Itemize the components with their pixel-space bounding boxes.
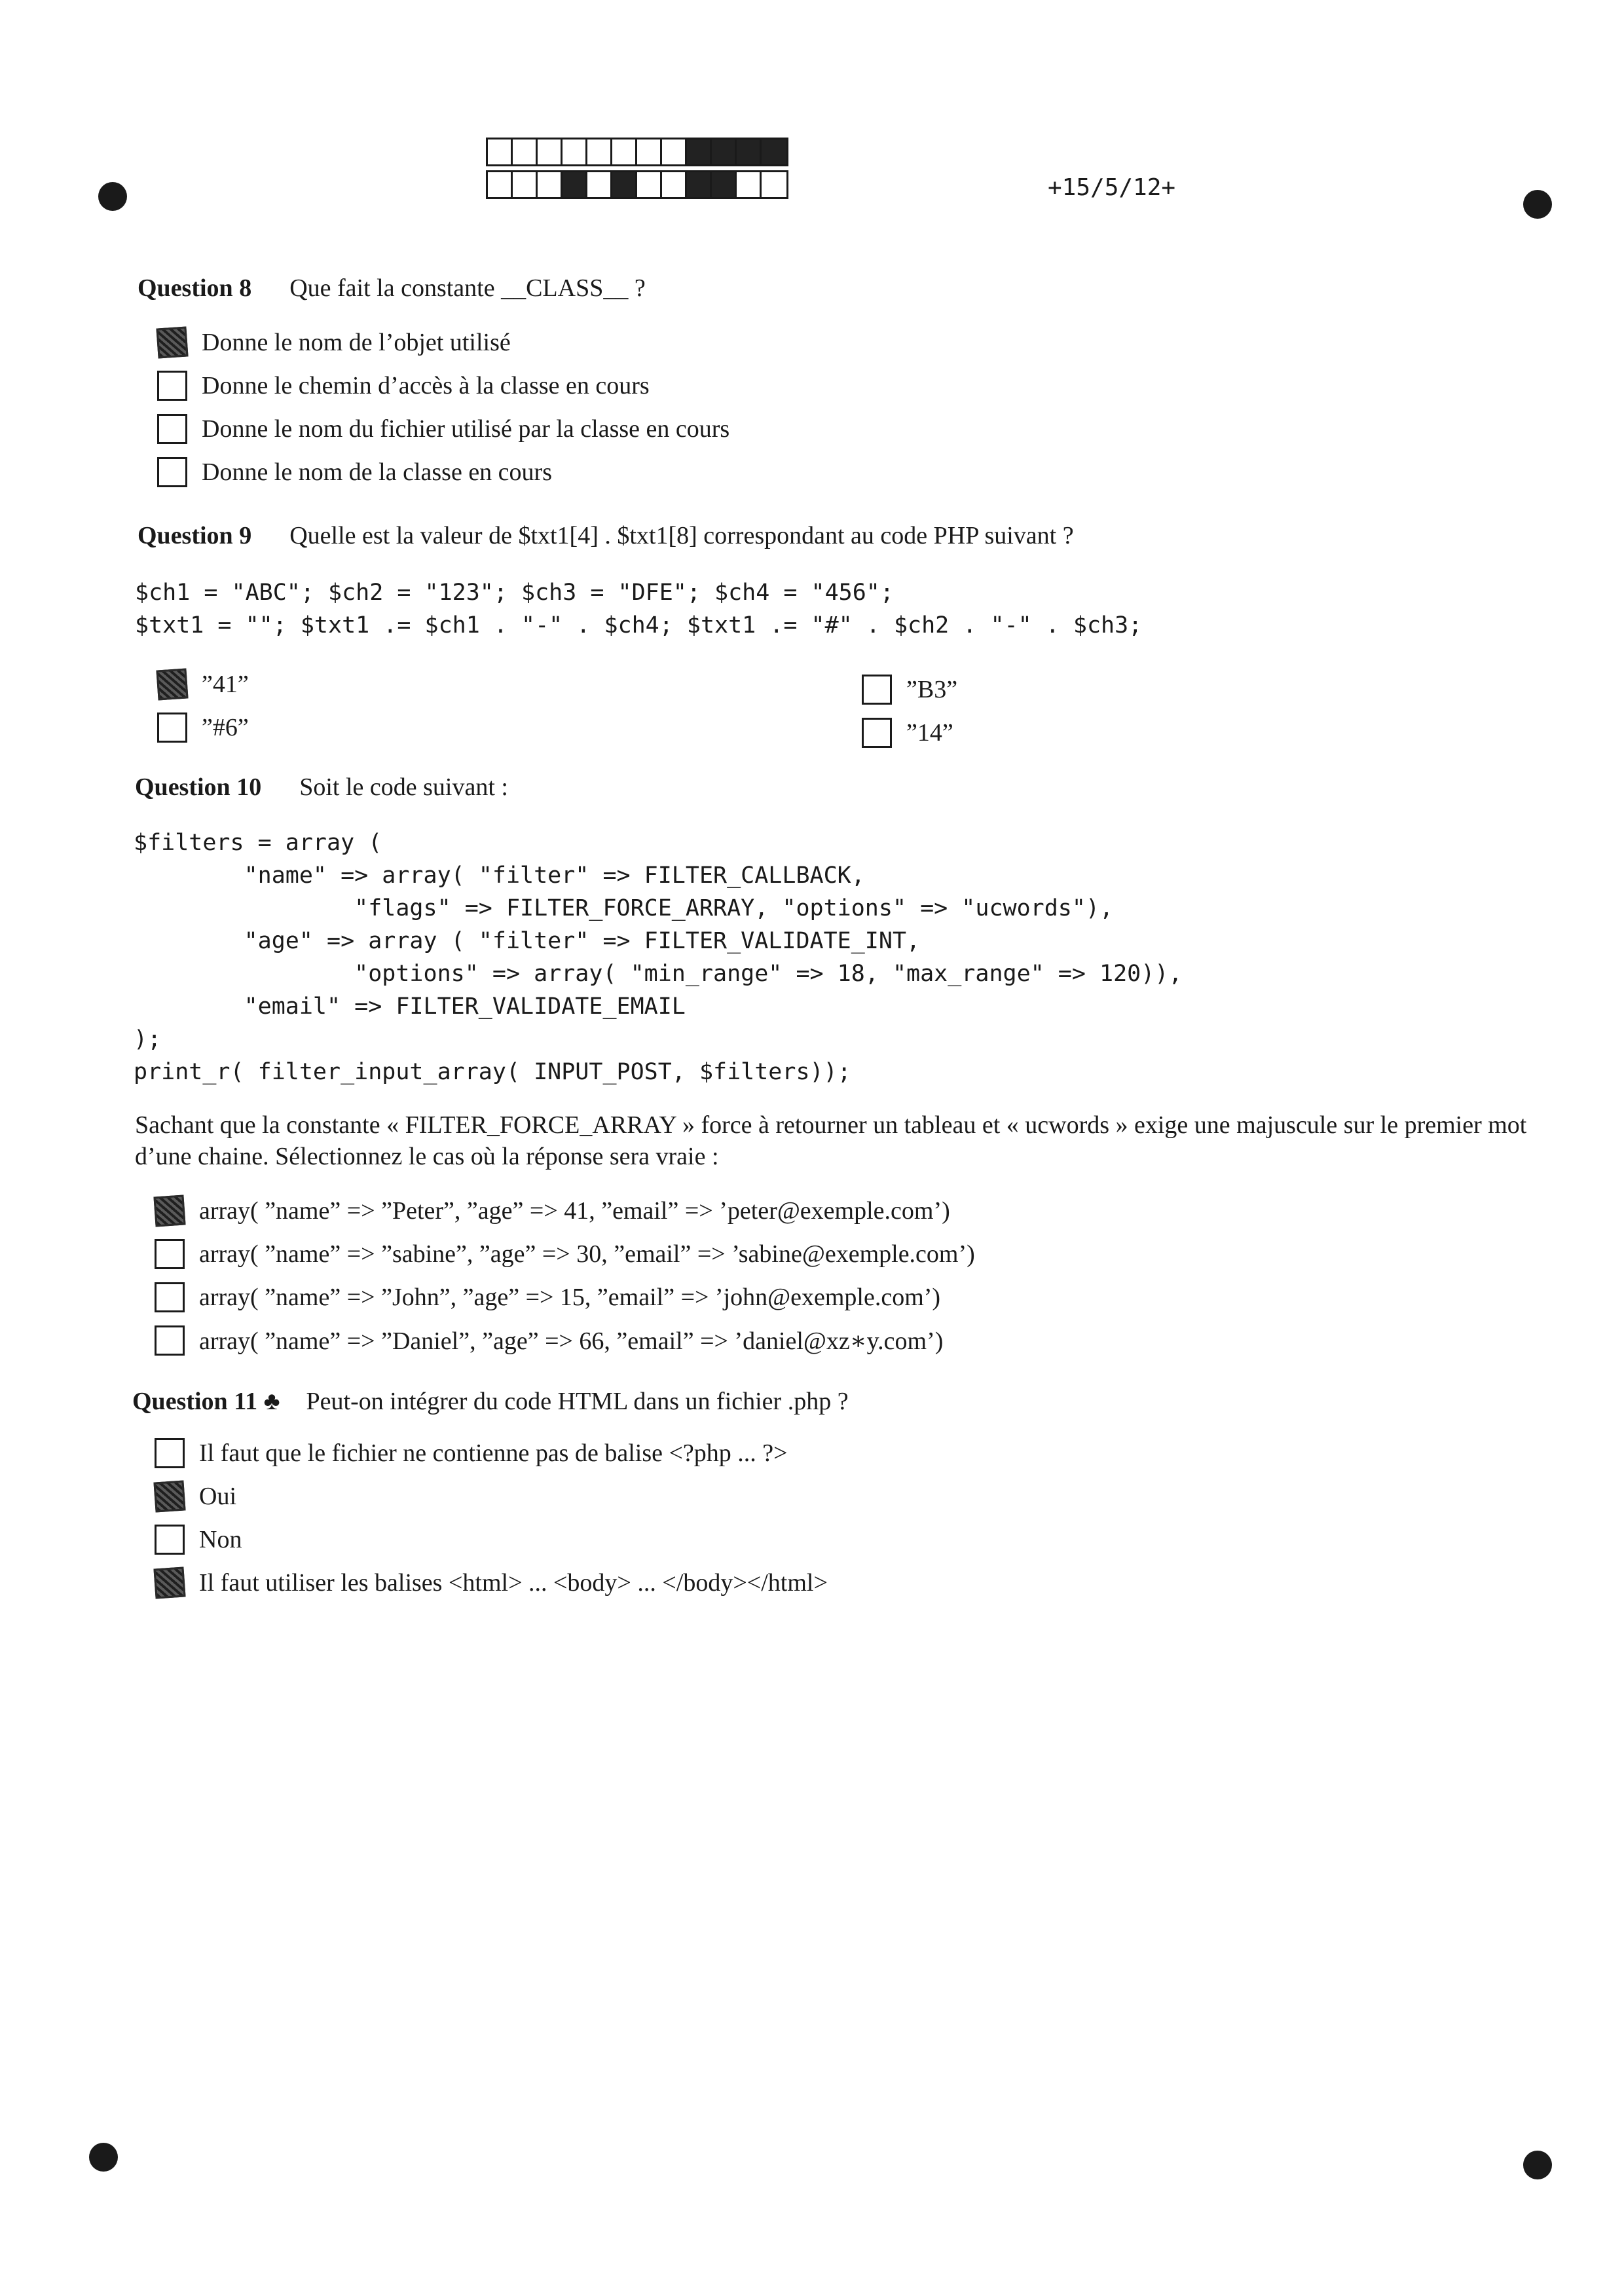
answer-text: ”B3” — [906, 676, 958, 703]
question-label: Question 11 — [132, 1388, 258, 1415]
checkbox[interactable] — [157, 414, 187, 444]
q10-answer-1[interactable] — [155, 1196, 950, 1226]
question-label: Question 10 — [135, 773, 262, 801]
answer-text: Donne le nom du fichier utilisé par la classe en cours — [202, 415, 730, 443]
barcode-cell — [762, 139, 786, 164]
barcode-cell — [762, 172, 786, 197]
checkbox[interactable] — [862, 675, 892, 705]
answer-text: Non — [199, 1526, 242, 1553]
answer-text: array( ”name” => ”John”, ”age” => 15, ”email” => ’john@exemple.com’) — [199, 1284, 941, 1311]
q11-answer-4[interactable] — [155, 1568, 828, 1598]
q10-answer-3[interactable] — [155, 1282, 940, 1312]
checkbox[interactable] — [155, 1325, 185, 1356]
checkbox[interactable] — [156, 668, 188, 700]
q9-answer-2[interactable] — [157, 713, 249, 743]
question-text: Quelle est la valeur de $txt1[4] . $txt1[8] correspondant au code PHP suivant ? — [289, 522, 1074, 549]
question-text: Soit le code suivant : — [299, 773, 508, 801]
answer-text: Donne le chemin d’accès à la classe en cours — [202, 372, 650, 399]
barcode-cell — [712, 139, 737, 164]
barcode-cell — [612, 139, 637, 164]
sheet-identifier: +15/5/12+ — [1048, 174, 1176, 201]
answer-text: array( ”name” => ”Peter”, ”age” => 41, ”email” => ’peter@exemple.com’) — [199, 1197, 950, 1225]
question-9-code: $ch1 = "ABC"; $ch2 = "123"; $ch3 = "DFE"; $ch4 = "456"; $txt1 = ""; $txt1 .= $ch1 . "-" . $ch4; $txt1 .= "#" . $ch2 . "-" . $ch3; — [135, 580, 1143, 639]
q8-answer-4[interactable] — [157, 457, 552, 487]
checkbox[interactable] — [157, 713, 187, 743]
q8-answer-3[interactable] — [157, 414, 729, 444]
q10-answer-2[interactable] — [155, 1239, 975, 1269]
question-8-title — [138, 274, 646, 303]
barcode-cell — [538, 139, 563, 164]
barcode-cell — [662, 172, 687, 197]
q11-answer-2[interactable] — [155, 1481, 236, 1511]
barcode-cell — [513, 172, 538, 197]
checkbox[interactable] — [157, 457, 187, 487]
question-label: Question 8 — [138, 274, 252, 302]
checkbox[interactable] — [155, 1438, 185, 1468]
registration-mark-top-right — [1523, 190, 1552, 219]
checkbox[interactable] — [156, 326, 188, 358]
q8-answer-2[interactable] — [157, 371, 650, 401]
answer-text: ”14” — [906, 719, 953, 747]
checkbox[interactable] — [153, 1194, 185, 1227]
barcode-cell — [488, 172, 513, 197]
barcode-cell — [712, 172, 737, 197]
q10-answer-4[interactable] — [155, 1325, 943, 1356]
barcode-cell — [488, 139, 513, 164]
answer-text: ”#6” — [202, 714, 249, 741]
question-11-title — [132, 1387, 849, 1416]
question-9-title — [138, 521, 1074, 550]
answer-text: ”41” — [202, 671, 249, 698]
barcode-cell — [563, 172, 587, 197]
q9-answer-4[interactable] — [862, 718, 953, 748]
barcode-cell — [587, 139, 612, 164]
answer-text: Oui — [199, 1483, 236, 1510]
question-10-title — [135, 773, 508, 802]
checkbox[interactable] — [157, 371, 187, 401]
answer-text: Il faut que le fichier ne contienne pas de balise <?php ... ?> — [199, 1439, 788, 1467]
answer-text: array( ”name” => ”Daniel”, ”age” => 66, ”email” => ’daniel@xz∗y.com’) — [199, 1327, 944, 1355]
barcode-cell — [687, 172, 712, 197]
barcode-cell — [737, 172, 762, 197]
answer-text: array( ”name” => ”sabine”, ”age” => 30, ”email” => ’sabine@exemple.com’) — [199, 1240, 975, 1268]
checkbox[interactable] — [155, 1239, 185, 1269]
barcode-cell — [538, 172, 563, 197]
question-text: Que fait la constante __CLASS__ ? — [289, 274, 646, 302]
barcode-cell — [637, 172, 662, 197]
checkbox[interactable] — [862, 718, 892, 748]
question-text: Peut-on intégrer du code HTML dans un fichier .php ? — [306, 1388, 849, 1415]
registration-mark-top-left — [98, 182, 127, 211]
checkbox[interactable] — [153, 1566, 185, 1599]
question-10-paragraph: Sachant que la constante « FILTER_FORCE_ARRAY » force à retourner un tableau et « ucwords » exige une majuscule sur le premier mot d’une chaine. Sélectionnez le cas où la réponse sera vraie : — [135, 1111, 1527, 1170]
question-10-code: $filters = array ( "name" => array( "filter" => FILTER_CALLBACK, "flags" => FILTER_FORCE_ARRAY, "options" => "ucwords"), "age" => array ( "filter" => FILTER_VALIDATE_INT, "options" => array( "min_range" => 18, "max_range" => 120)), "email" => FILTER_VALIDATE_EMAIL ); print_r( filter_input_array( INPUT_POST, $filters)); — [134, 830, 1183, 1085]
q9-answer-3[interactable] — [862, 675, 957, 705]
barcode-cell — [687, 139, 712, 164]
answer-text: Donne le nom de la classe en cours — [202, 458, 552, 486]
barcode-row-1 — [486, 138, 788, 166]
q8-answer-1[interactable] — [157, 327, 511, 358]
question-label: Question 9 — [138, 522, 252, 549]
barcode-cell — [587, 172, 612, 197]
answer-text: Il faut utiliser les balises <html> ... <body> ... </body></html> — [199, 1569, 828, 1597]
barcode-cell — [513, 139, 538, 164]
checkbox[interactable] — [155, 1282, 185, 1312]
barcode-row-2 — [486, 170, 788, 199]
q11-answer-3[interactable] — [155, 1525, 242, 1555]
club-symbol: ♣ — [263, 1388, 280, 1415]
checkbox[interactable] — [153, 1480, 185, 1512]
barcode-cell — [612, 172, 637, 197]
barcode-cell — [637, 139, 662, 164]
q9-answer-1[interactable] — [157, 669, 249, 699]
barcode-cell — [737, 139, 762, 164]
checkbox[interactable] — [155, 1525, 185, 1555]
barcode-cell — [662, 139, 687, 164]
answer-text: Donne le nom de l’objet utilisé — [202, 329, 511, 356]
registration-mark-bottom-right — [1523, 2151, 1552, 2179]
registration-mark-bottom-left — [89, 2143, 118, 2172]
barcode-cell — [563, 139, 587, 164]
q11-answer-1[interactable] — [155, 1438, 788, 1468]
